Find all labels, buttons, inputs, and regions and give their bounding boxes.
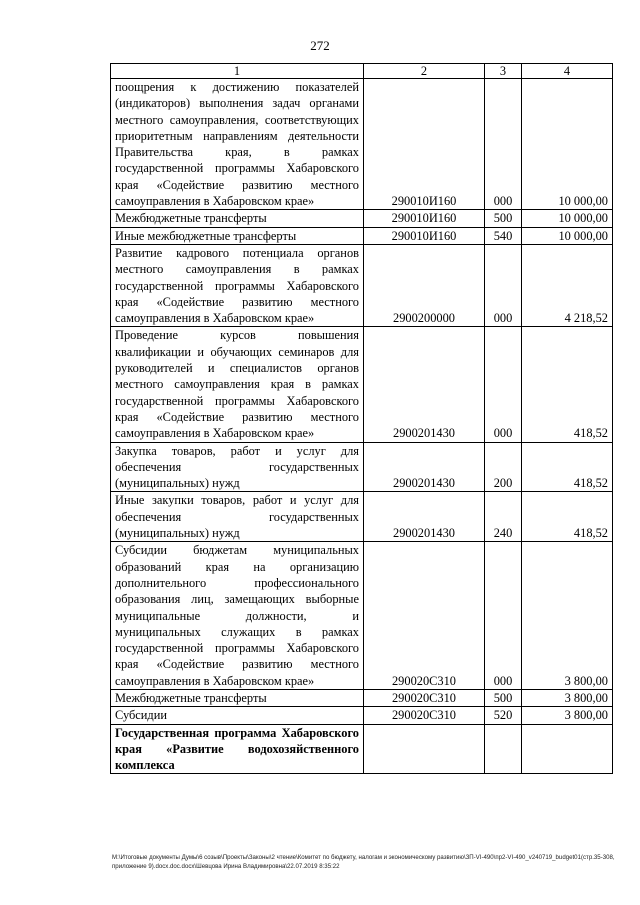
row-type: 500 <box>485 210 522 227</box>
row-amount: 418,52 <box>522 442 613 492</box>
row-amount: 3 800,00 <box>522 689 613 706</box>
row-name: Межбюджетные трансферты <box>111 689 364 706</box>
row-type: 240 <box>485 492 522 542</box>
table-header-row <box>111 64 613 79</box>
row-type: 000 <box>485 542 522 690</box>
row-amount: 418,52 <box>522 327 613 442</box>
row-code: 2900200000 <box>364 244 485 326</box>
row-type: 540 <box>485 227 522 244</box>
row-type: 000 <box>485 327 522 442</box>
table-row <box>111 442 613 492</box>
table-row <box>111 79 613 210</box>
row-amount: 3 800,00 <box>522 542 613 690</box>
budget-table <box>110 63 613 774</box>
row-amount: 3 800,00 <box>522 707 613 724</box>
row-name: Государственная программа Хабаровского края «Развитие водохозяйственного комплекса <box>111 724 364 774</box>
row-name: поощрения к достижению показателей (индикаторов) выполнения задач органами местного самоуправления, соответствующих приоритетным направлениям деятельности Правительства края, в рамках государственной программы Хабаровского края «Содействие развитию местного самоуправления в Хабаровском крае» <box>111 79 364 210</box>
row-amount: 4 218,52 <box>522 244 613 326</box>
row-name: Иные закупки товаров, работ и услуг для обеспечения государственных (муниципальных) нужд <box>111 492 364 542</box>
header-col-4: 4 <box>522 64 613 79</box>
row-amount: 10 000,00 <box>522 210 613 227</box>
row-amount <box>522 724 613 774</box>
row-type <box>485 724 522 774</box>
row-name: Развитие кадрового потенциала органов местного самоуправления в рамках государственной программы Хабаровского края «Содействие развитию местного самоуправления в Хабаровском крае» <box>111 244 364 326</box>
row-name: Иные межбюджетные трансферты <box>111 227 364 244</box>
page-number: 272 <box>310 38 330 53</box>
row-code: 2900201430 <box>364 442 485 492</box>
row-name: Межбюджетные трансферты <box>111 210 364 227</box>
row-amount: 418,52 <box>522 492 613 542</box>
table-row <box>111 542 613 690</box>
document-path-footer: M:\Итоговые документы Думы\6 созыв\Проекты\Законы\2 чтение\Комитет по бюджету, налогам и экономическому развитию\ЗП-VI-490\пр2-VI-490_v240719_budget01(стр.35-308, приложение 9).docx.doc.docx\Шевцова Ирина Владимировна\22.07.2019 8:35:22 <box>112 854 615 870</box>
row-code: 290020С310 <box>364 707 485 724</box>
row-type: 000 <box>485 244 522 326</box>
table-row <box>111 707 613 724</box>
header-col-2: 2 <box>364 64 485 79</box>
table-row <box>111 327 613 442</box>
table-row-program-heading <box>111 724 613 774</box>
header-col-3: 3 <box>485 64 522 79</box>
row-name: Проведение курсов повышения квалификации и обучающих семинаров для руководителей и специалистов органов местного самоуправления края в рамках государственной программы Хабаровского края «Содействие развитию местного самоуправления в Хабаровском крае» <box>111 327 364 442</box>
row-type: 520 <box>485 707 522 724</box>
header-col-1: 1 <box>111 64 364 79</box>
table-row <box>111 244 613 326</box>
row-type: 500 <box>485 689 522 706</box>
row-amount: 10 000,00 <box>522 79 613 210</box>
row-type: 000 <box>485 79 522 210</box>
row-code: 290020С310 <box>364 542 485 690</box>
row-name: Закупка товаров, работ и услуг для обеспечения государственных (муниципальных) нужд <box>111 442 364 492</box>
row-name: Субсидии <box>111 707 364 724</box>
row-type: 200 <box>485 442 522 492</box>
row-code: 290010И160 <box>364 79 485 210</box>
table-row <box>111 227 613 244</box>
row-code: 290010И160 <box>364 210 485 227</box>
row-code: 290010И160 <box>364 227 485 244</box>
row-code: 2900201430 <box>364 492 485 542</box>
row-code <box>364 724 485 774</box>
row-code: 2900201430 <box>364 327 485 442</box>
row-name: Субсидии бюджетам муниципальных образований края на организацию дополнительного профессионального образования лиц, замещающих выборные муниципальные должности, и муниципальных служащих в рамках государственной программы Хабаровского края «Содействие развитию местного самоуправления в Хабаровском крае» <box>111 542 364 690</box>
table-row <box>111 210 613 227</box>
row-amount: 10 000,00 <box>522 227 613 244</box>
table-row <box>111 689 613 706</box>
table-row <box>111 492 613 542</box>
row-code: 290020С310 <box>364 689 485 706</box>
